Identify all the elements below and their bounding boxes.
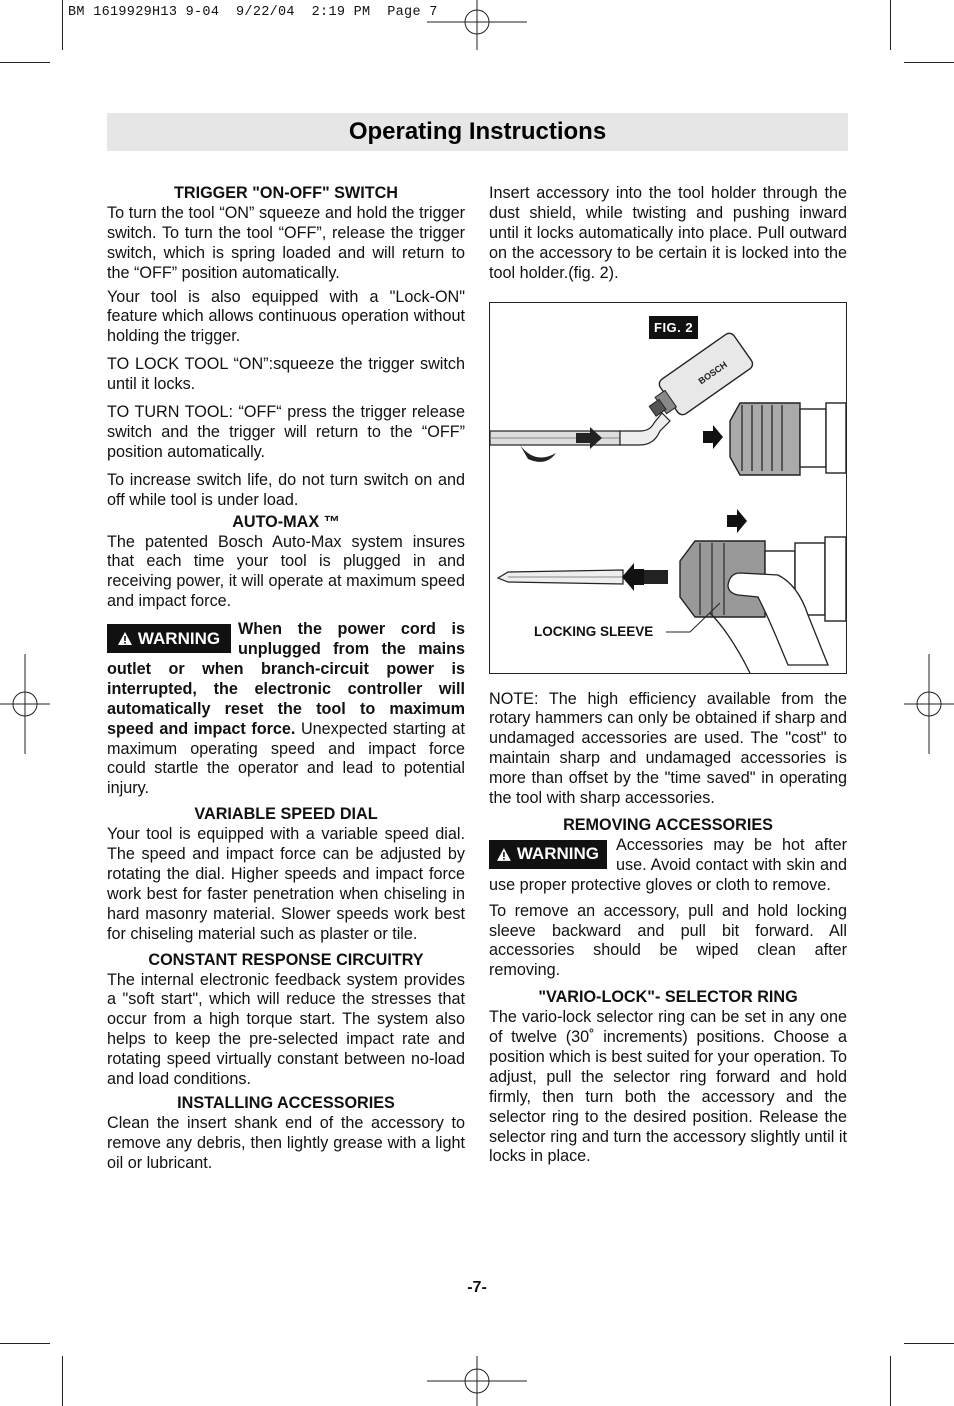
crop-mark-bottom-left-v: [62, 1356, 63, 1406]
warning-label: WARNING: [516, 844, 599, 864]
figure-2: [489, 302, 847, 674]
variable-speed-paragraph: Your tool is equipped with a variable speed dial. The speed and impact force can be adjusted by rotating the dial. Higher speeds and impact force work best for faster penetration when chiseling in hard masonry material. Slower speeds work best for chiseling material such as plaster or tile.: [107, 825, 465, 943]
right-column: [489, 184, 847, 1172]
trigger-paragraph-5: To increase switch life, do not turn switch on and off while tool is under load.: [107, 470, 465, 509]
registration-mark-bottom: [427, 1356, 527, 1406]
warning-badge: [107, 624, 231, 653]
removing-warning-text: Accessories may be hot after use. Avoid contact with skin and use proper protective gloves or cloth to remove.: [489, 835, 847, 894]
crop-mark-bottom-left-h: [0, 1343, 50, 1344]
crop-mark-bottom-right-h: [904, 1343, 954, 1344]
page-number: -7-: [467, 1279, 487, 1296]
variable-speed-heading: VARIABLE SPEED DIAL: [194, 805, 378, 824]
automax-warning: [107, 620, 465, 799]
warning-triangle-icon: [118, 632, 132, 645]
crop-mark-top-right-v: [890, 0, 891, 50]
trigger-paragraph-4: TO TURN TOOL: “OFF“ press the trigger release switch and the trigger will return to the “OFF” position automatically.: [107, 403, 465, 461]
trigger-heading: TRIGGER "ON-OFF" SWITCH: [174, 184, 398, 202]
vario-lock-heading: "VARIO-LOCK"- SELECTOR RING: [538, 988, 798, 1007]
warning-badge: [489, 840, 607, 869]
page-title: Operating Instructions: [348, 118, 607, 145]
tube-brand-text: BOSCH: [696, 358, 729, 386]
registration-mark-top: [427, 0, 527, 50]
warning-rest-text: Unexpected starting at maximum operating speed and impact force could startle the operator and lead to potential injury.: [107, 719, 465, 798]
crop-mark-bottom-right-v: [890, 1356, 891, 1406]
title-bar: [107, 113, 848, 151]
warning-triangle-icon: [497, 848, 511, 861]
registration-mark-right: [904, 654, 954, 754]
insert-paragraph: Insert accessory into the tool holder through the dust shield, while twisting and pushing inward until it locks automatically into place. Pull outward on the accessory to be certain it is locked into the tool holder.(fig. 2).: [489, 184, 847, 282]
crop-mark-top-left-h: [0, 62, 50, 63]
vario-lock-paragraph: The vario-lock selector ring can be set in any one of twelve (30˚ increments) positions. Choose a position which is best suited for your operation. To adjust, pull the selector ring forward and hold firmly, then turn both the accessory and the selector ring to the desired position. Release the selector ring and turn the accessory slightly until it locks in place.: [489, 1008, 847, 1166]
tool-holder-illustration: [490, 303, 846, 673]
trigger-paragraph-1: To turn the tool “ON” squeeze and hold the trigger switch. To turn the tool “OFF”, release the trigger switch, which is spring loaded and will return to the “OFF” position automatically.: [107, 203, 465, 282]
left-column: [107, 184, 465, 1179]
removing-warning: [489, 836, 847, 896]
crop-mark-top-right-h: [904, 62, 954, 63]
trigger-paragraph-2: Your tool is also equipped with a "Lock-ON" feature which allows continuous operation without holding the trigger.: [107, 287, 465, 346]
trigger-paragraph-3: TO LOCK TOOL “ON”:squeeze the trigger switch until it locks.: [107, 355, 465, 394]
warning-label: WARNING: [137, 628, 221, 648]
installing-paragraph: Clean the insert shank end of the accessory to remove any debris, then lightly grease with a light oil or lubricant.: [107, 1113, 465, 1172]
constant-response-heading: CONSTANT RESPONSE CIRCUITRY: [148, 950, 424, 969]
printer-slug: BM 1619929H13 9-04 9/22/04 2:19 PM Page 7: [68, 5, 438, 20]
locking-sleeve-label: LOCKING SLEEVE: [534, 623, 654, 639]
crop-mark-top-left-v: [62, 0, 63, 50]
warning-bold-text: When the power cord is unplugged from the mains outlet or when branch-circuit power is interrupted, the electronic controller will automatically reset the tool to maximum speed and impact force.: [107, 620, 465, 738]
automax-heading: AUTO-MAX ™: [232, 512, 340, 531]
installing-heading: INSTALLING ACCESSORIES: [177, 1093, 395, 1112]
constant-response-paragraph: The internal electronic feedback system provides a "soft start", which will reduce the stresses that occur from a high torque start. The system also helps to keep the pre-selected impact rate and rotating speed virtually constant between no-load and load conditions.: [107, 970, 465, 1089]
note-paragraph: NOTE: The high efficiency available from the rotary hammers can only be obtained if sharp and undamaged accessories are used. The "cost" to maintain sharp and undamaged accessories is more than offset by the "time saved" in operating the tool with sharp accessories.: [489, 689, 847, 808]
figure-tag: FIG. 2: [649, 316, 698, 340]
automax-paragraph: The patented Bosch Auto-Max system insures that each time your tool is plugged in and receiving power, it will operate at maximum speed and impact force.: [107, 532, 465, 611]
removing-paragraph: To remove an accessory, pull and hold locking sleeve backward and pull bit forward. All accessories should be wiped clean after removing.: [489, 901, 847, 980]
registration-mark-left: [0, 654, 50, 754]
removing-heading: REMOVING ACCESSORIES: [563, 815, 773, 834]
